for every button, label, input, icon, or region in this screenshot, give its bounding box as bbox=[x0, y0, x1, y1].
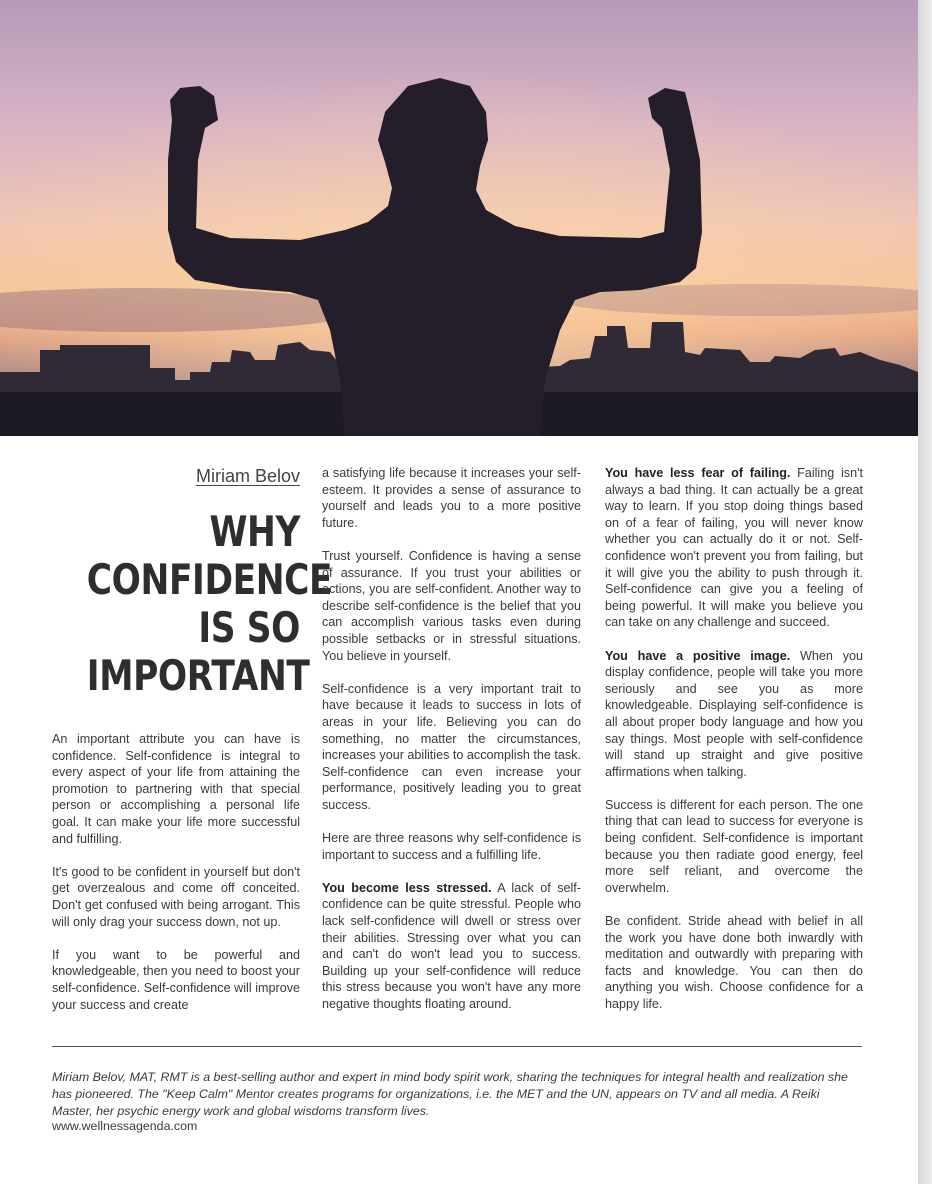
article-title bbox=[86, 507, 333, 700]
reason-paragraph bbox=[605, 465, 863, 631]
paragraph: Success is different for each person. The one thing that can lead to success for everyone is being confident. Self-confidence is important because you then radiate good energy, feel more self reliant, and overcome the overwhelm. bbox=[605, 797, 863, 895]
reason-heading: You become less stressed. bbox=[322, 880, 492, 895]
reason-heading: You have less fear of failing. bbox=[605, 466, 791, 480]
author-byline: Miriam Belov bbox=[195, 466, 300, 486]
title-line: WHY bbox=[209, 507, 300, 556]
reason-text: Failing isn't always a bad thing. It can actually be a great way to learn. If you stop doing things based on of a fear of failing, you will never know whether you can actually do it or not. Self-confidence won't prevent you from failing, but it will give you the ability to push through it. Self-confidence can give you a feeling of being powerful. It will make you believe you can take on any challenge and succeed. bbox=[605, 466, 863, 630]
paragraph: Be confident. Stride ahead with belief in all the work you have done both inwardly with meditation and outwardly with preparing with facts and knowledge. You can then do anything you wish. Choose confidence for a happy life. bbox=[605, 914, 863, 1011]
author-bio: Miriam Belov, MAT, RMT is a best-selling author and expert in mind body spirit work, sharing the techniques for integral health and realization she has pioneered. The "Keep Calm" Mentor creates programs for organizations, i.e. the MET and the UN, appears on TV and all media. A Reiki Master, her psychic energy work and global wisdoms transform lives. bbox=[52, 1070, 848, 1118]
title-line: IMPORTANT bbox=[86, 651, 310, 700]
article-column-2 bbox=[322, 465, 581, 1029]
title-line: CONFIDENCE bbox=[86, 555, 333, 604]
hero-photo bbox=[0, 0, 918, 436]
page-gutter bbox=[918, 0, 932, 1184]
paragraph: a satisfying life because it increases your self-esteem. It provides a sense of assurance to yourself and leads you to a more positive future. bbox=[322, 466, 581, 530]
paragraph: It's good to be confident in yourself but don't get overzealous and come off conceited. Don't get confused with being arrogant. This will only drag your success down, not up. bbox=[52, 864, 300, 929]
silhouette-illustration bbox=[0, 0, 918, 436]
article-column-1 bbox=[52, 731, 300, 1030]
divider bbox=[52, 1046, 862, 1047]
paragraph: Here are three reasons why self-confidence is important to success and a fulfilling life. bbox=[322, 831, 581, 862]
title-line: IS SO bbox=[198, 603, 300, 652]
website-link[interactable]: www.wellnessagenda.com bbox=[52, 1119, 198, 1133]
article-column-3 bbox=[605, 465, 863, 1029]
paragraph: Self-confidence is a very important trait to have because it leads to success in lots of areas in your life. Believing you can do something, no matter the circumstances, increases your abilities to accomplish the task. Self-confidence can even increase your performance, positively leading you to great success. bbox=[322, 681, 581, 812]
reason-text: When you display confidence, people will take you more seriously and see you as more knowledgeable. Displaying self-confidence is all about proper body language and how you say things. Most people with self-confidence will stand up straight and give positive affirmations when talking. bbox=[605, 648, 864, 779]
reason-paragraph bbox=[605, 648, 863, 781]
paragraph: If you want to be powerful and knowledgeable, then you need to boost your self-confidence. Self-confidence will improve your success and create bbox=[52, 947, 300, 1012]
reason-text: A lack of self-confidence can be quite stressful. People who lack self-confidence will dwell or stress over their abilities. Stressing over what you can and can't do won't lead you to success. Building up your self-confidence will reduce this stress because you won't have any more negative thoughts floating around. bbox=[322, 880, 581, 1011]
reason-heading: You have a positive image. bbox=[605, 648, 791, 663]
paragraph: Trust yourself. Confidence is having a sense of assurance. If you trust your abilities or actions, you are self-confident. Another way to describe self-confidence is the belief that you can accomplish various tasks even during possible setbacks or in stressful situations. You believe in yourself. bbox=[322, 548, 581, 663]
reason-paragraph bbox=[322, 880, 581, 1013]
paragraph: An important attribute you can have is confidence. Self-confidence is integral to every aspect of your life from attaining the promotion to partnering with that special person or accomplishing a personal life goal. It can make your life more successful and fulfilling. bbox=[52, 732, 300, 846]
